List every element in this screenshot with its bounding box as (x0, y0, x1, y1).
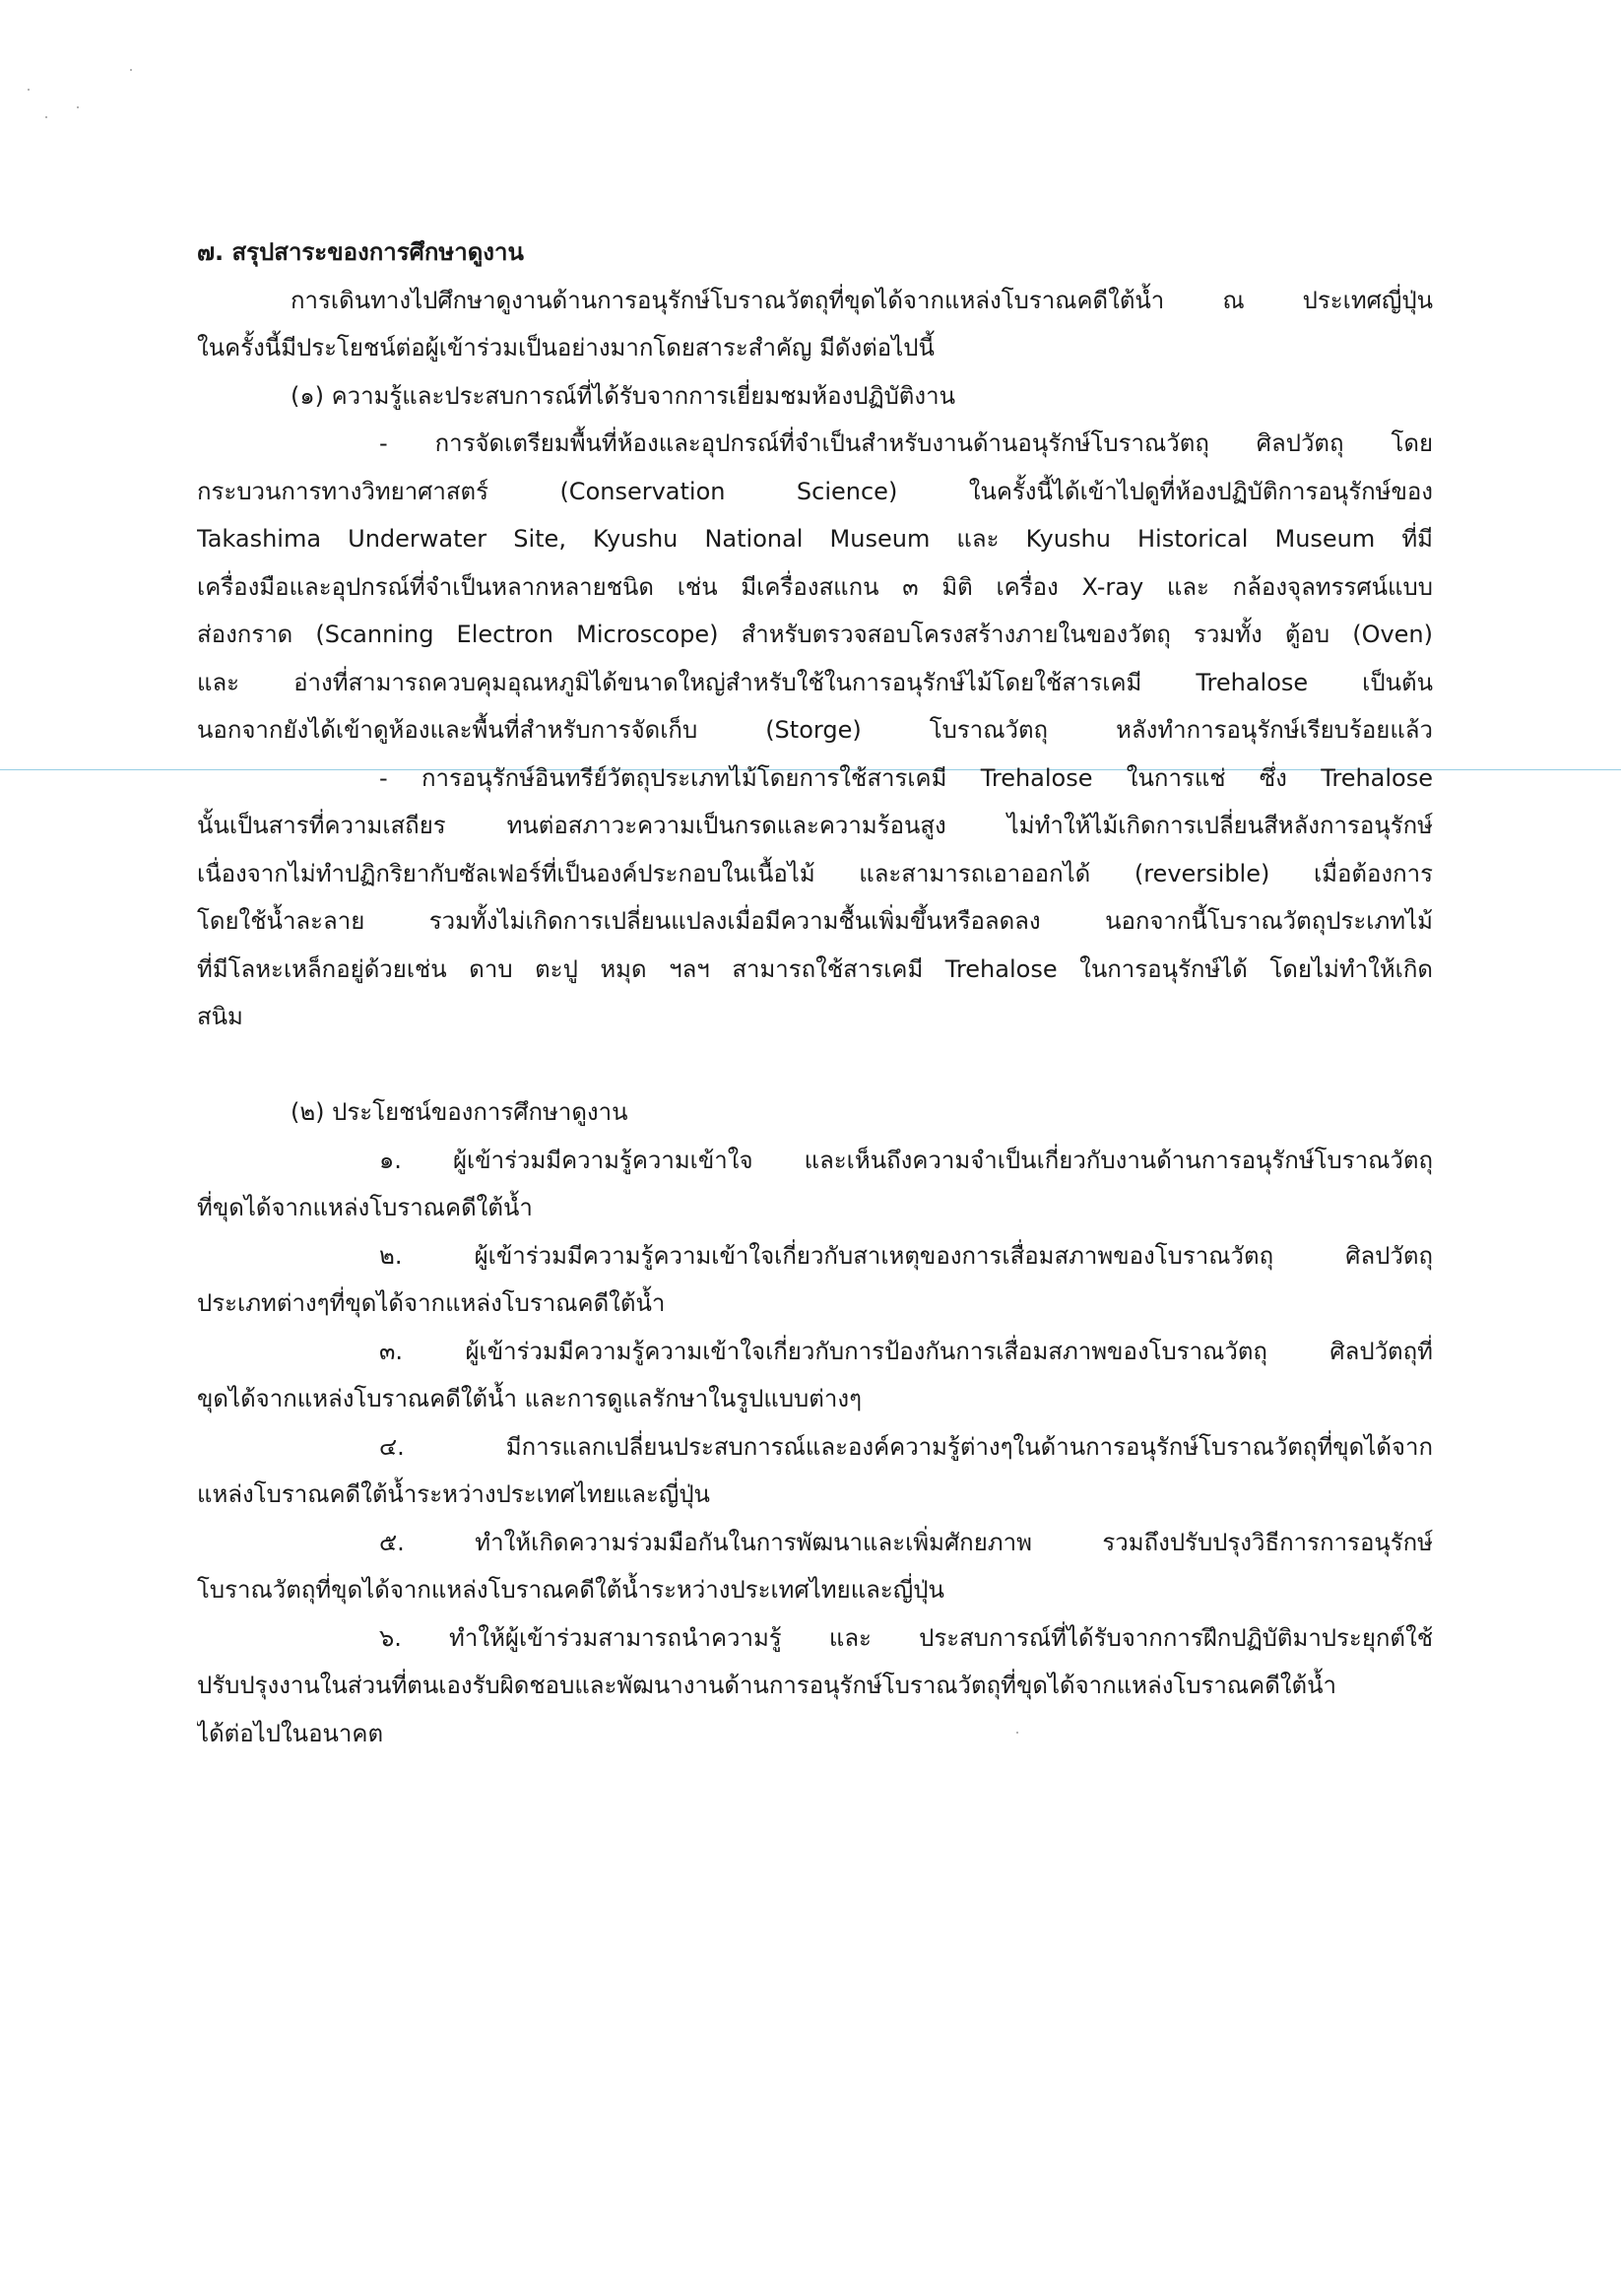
paragraph-line: - การอนุรักษ์อินทรีย์วัตถุประเภทไม้โดยการใช้สารเคมี Trehalose ในการแช่ ซึ่ง Trehalose (379, 763, 1433, 792)
part2-title: (๒) ประโยชน์ของการศึกษาดูงาน (291, 1098, 628, 1126)
benefit-item-line: ได้ต่อไปในอนาคต (197, 1719, 384, 1747)
part1-title: (๑) ความรู้และประสบการณ์ที่ได้รับจากการเยี่ยมชมห้องปฏิบัติงาน (291, 381, 955, 410)
paragraph-line: เนื่องจากไม่ทำปฏิกริยากับซัลเฟอร์ที่เป็นองค์ประกอบในเนื้อไม้ และสามารถเอาออกได้ (reversible) เมื่อต้องการ (197, 859, 1433, 887)
benefit-item-line: ขุดได้จากแหล่งโบราณคดีใต้น้ำ และการดูแลรักษาในรูปแบบต่างๆ (197, 1385, 862, 1412)
benefit-item-line: ๕. ทำให้เกิดความร่วมมือกันในการพัฒนาและเพิ่มศักยภาพ รวมถึงปรับปรุงวิธีการการอนุรักษ์ (379, 1528, 1433, 1556)
benefit-item-line: ๒. ผู้เข้าร่วมมีความรู้ความเข้าใจเกี่ยวกับสาเหตุของการเสื่อมสภาพของโบราณวัตถุ ศิลปวัตถุ (379, 1241, 1433, 1270)
paragraph-line: Takashima Underwater Site, Kyushu National Museum และ Kyushu Historical Museum ที่มี (197, 525, 1433, 553)
scan-speck (28, 89, 30, 91)
scan-speck (130, 69, 132, 71)
paragraph-line: นั้นเป็นสารที่ความเสถียร ทนต่อสภาวะความเป็นกรดและความร้อนสูง ไม่ทำให้ไม้เกิดการเปลี่ยนสีหลังการอนุรักษ์ (197, 812, 1433, 839)
benefit-item-line: ปรับปรุงงานในส่วนที่ตนเองรับผิดชอบและพัฒนางานด้านการอนุรักษ์โบราณวัตถุที่ขุดได้จากแหล่งโบราณคดีใต้น้ำ (197, 1672, 1336, 1699)
scan-speck (45, 116, 47, 118)
paragraph-line: เครื่องมือและอุปกรณ์ที่จำเป็นหลากหลายชนิด เช่น มีเครื่องสแกน ๓ มิติ เครื่อง X-ray และ กล้องจุลทรรศน์แบบ (197, 572, 1433, 601)
intro-line: ในครั้งนี้มีประโยชน์ต่อผู้เข้าร่วมเป็นอย่างมากโดยสาระสำคัญ มีดังต่อไปนี้ (197, 334, 935, 361)
benefit-item-line: ๓. ผู้เข้าร่วมมีความรู้ความเข้าใจเกี่ยวกับการป้องกันการเสื่อมสภาพของโบราณวัตถุ ศิลปวัตถุที่ (379, 1337, 1433, 1365)
benefit-item-line: แหล่งโบราณคดีใต้น้ำระหว่างประเทศไทยและญี่ปุ่น (197, 1480, 710, 1508)
paragraph-line: ส่องกราด (Scanning Electron Microscope) สำหรับตรวจสอบโครงสร้างภายในของวัตถุ รวมทั้ง ตู้อบ (Oven) (197, 621, 1433, 648)
benefit-item-line: โบราณวัตถุที่ขุดได้จากแหล่งโบราณคดีใต้น้ำระหว่างประเทศไทยและญี่ปุ่น (197, 1576, 944, 1604)
paragraph-line: กระบวนการทางวิทยาศาสตร์ (Conservation Science) ในครั้งนี้ได้เข้าไปดูที่ห้องปฏิบัติการอนุรักษ์ของ (197, 477, 1433, 505)
paragraph-line: ที่มีโลหะเหล็กอยู่ด้วยเช่น ดาบ ตะปู หมุด ฯลฯ สามารถใช้สารเคมี Trehalose ในการอนุรักษ์ได้ โดยไม่ทำให้เกิด (197, 954, 1433, 983)
paragraph-line: นอกจากยังได้เข้าดูห้องและพื้นที่สำหรับการจัดเก็บ (Storge) โบราณวัตถุ หลังทำการอนุรักษ์เรียบร้อยแล้ว (197, 716, 1433, 744)
document-body (197, 229, 1433, 1757)
paragraph-line: สนิม (197, 1003, 243, 1030)
section-heading: ๗. สรุปสาระของการศึกษาดูงาน (197, 238, 524, 266)
scan-speck (77, 106, 79, 108)
paragraph-line: และ อ่างที่สามารถควบคุมอุณหภูมิได้ขนาดใหญ่สำหรับใช้ในการอนุรักษ์ไม้โดยใช้สารเคมี Trehalose เป็นต้น (197, 668, 1433, 696)
benefit-item-line: ประเภทต่างๆที่ขุดได้จากแหล่งโบราณคดีใต้น้ำ (197, 1289, 666, 1317)
paragraph-line: - การจัดเตรียมพื้นที่ห้องและอุปกรณ์ที่จำเป็นสำหรับงานด้านอนุรักษ์โบราณวัตถุ ศิลปวัตถุ โดย (379, 429, 1433, 457)
intro-line: การเดินทางไปศึกษาดูงานด้านการอนุรักษ์โบราณวัตถุที่ขุดได้จากแหล่งโบราณคดีใต้น้ำ ณ ประเทศญี่ปุ่น (291, 286, 1433, 314)
benefit-item-line: ๔. มีการแลกเปลี่ยนประสบการณ์และองค์ความรู้ต่างๆในด้านการอนุรักษ์โบราณวัตถุที่ขุดได้จาก (379, 1432, 1433, 1461)
benefit-item-line: ๖. ทำให้ผู้เข้าร่วมสามารถนำความรู้ และ ประสบการณ์ที่ได้รับจากการฝึกปฏิบัติมาประยุกต์ใช้ (379, 1623, 1433, 1652)
benefit-item-line: ที่ขุดได้จากแหล่งโบราณคดีใต้น้ำ (197, 1194, 533, 1221)
benefit-item-line: ๑. ผู้เข้าร่วมมีความรู้ความเข้าใจ และเห็นถึงความจำเป็นเกี่ยวกับงานด้านการอนุรักษ์โบราณวัตถุ (379, 1146, 1433, 1174)
paragraph-line: โดยใช้น้ำละลาย รวมทั้งไม่เกิดการเปลี่ยนแปลงเมื่อมีความชื้นเพิ่มขึ้นหรือลดลง นอกจากนี้โบราณวัตถุประเภทไม้ (197, 907, 1433, 935)
